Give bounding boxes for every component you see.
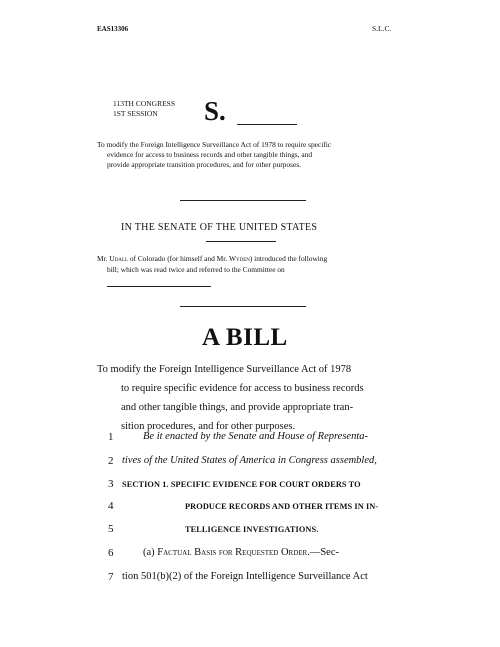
committee-blank-line [107,286,211,287]
office-code: S.L.C. [372,24,392,33]
short-purpose-line-3: provide appropriate transition procedures, and for other purposes. [107,160,301,169]
line-number: 6 [108,547,114,559]
bill-title: A BILL [202,324,288,351]
line-number: 4 [108,500,114,512]
introduction-line-2: bill; which was read twice and referred to the Committee on [107,265,285,274]
long-purpose-line-3: and other tangible things, and provide appropriate tran- [121,402,354,413]
long-purpose [97,360,364,436]
section-text-line: tion 501(b)(2) of the Foreign Intelligence Surveillance Act [122,571,368,582]
line-number: 2 [108,455,114,467]
section-heading-line-1: SECTION 1. SPECIFIC EVIDENCE FOR COURT ORDERS TO [122,480,361,489]
short-purpose-line-1: To modify the Foreign Intelligence Surveillance Act of 1978 to require specific [97,140,332,149]
bill-prefix: S. [204,96,226,126]
introduction-line-1 [97,253,327,264]
line-number: 3 [108,478,114,490]
subsection-a-line [143,547,339,558]
section-heading-line-3: TELLIGENCE INVESTIGATIONS. [185,525,319,534]
document-id: EAS13306 [97,25,129,33]
sponsor-name: Udall [109,254,128,263]
bill-number-blank-line [237,124,297,125]
separator-rule-1 [180,200,306,201]
introduction [97,253,327,275]
subsection-heading: Factual Basis for Requested Order [157,547,308,558]
intro-prefix: Mr. [97,254,110,263]
line-number: 7 [108,571,114,583]
short-purpose-line-2: evidence for access to business records and other tangible things, and [107,150,313,159]
line-number: 1 [108,431,114,443]
congress-label: 113TH CONGRESS [113,99,176,108]
enacting-clause-line-1: Be it enacted by the Senate and House of Representa- [143,431,368,442]
long-purpose-line-4: sition procedures, and for other purposes. [121,421,296,432]
long-purpose-line-1: To modify the Foreign Intelligence Surveillance Act of 1978 [97,364,352,375]
line-number: 5 [108,523,114,535]
session-label: 1ST SESSION [113,109,158,118]
intro-mid: of Colorado (for himself and Mr. [128,254,229,263]
short-purpose [97,140,407,170]
chamber-heading: IN THE SENATE OF THE UNITED STATES [121,222,318,233]
separator-rule-3 [180,306,306,307]
enacting-clause-line-2: tives of the United States of America in Congress assembled, [122,455,377,466]
cosponsor-name: Wyden [229,254,250,263]
section-heading-line-2: PRODUCE RECORDS AND OTHER ITEMS IN IN- [185,502,379,511]
long-purpose-line-2: to require specific evidence for access to business records [121,383,364,394]
intro-post: ) introduced the following [249,254,328,263]
separator-rule-2 [206,241,276,242]
subsection-marker: (a) [143,547,158,558]
subsection-continuation: .—Sec- [307,547,340,558]
